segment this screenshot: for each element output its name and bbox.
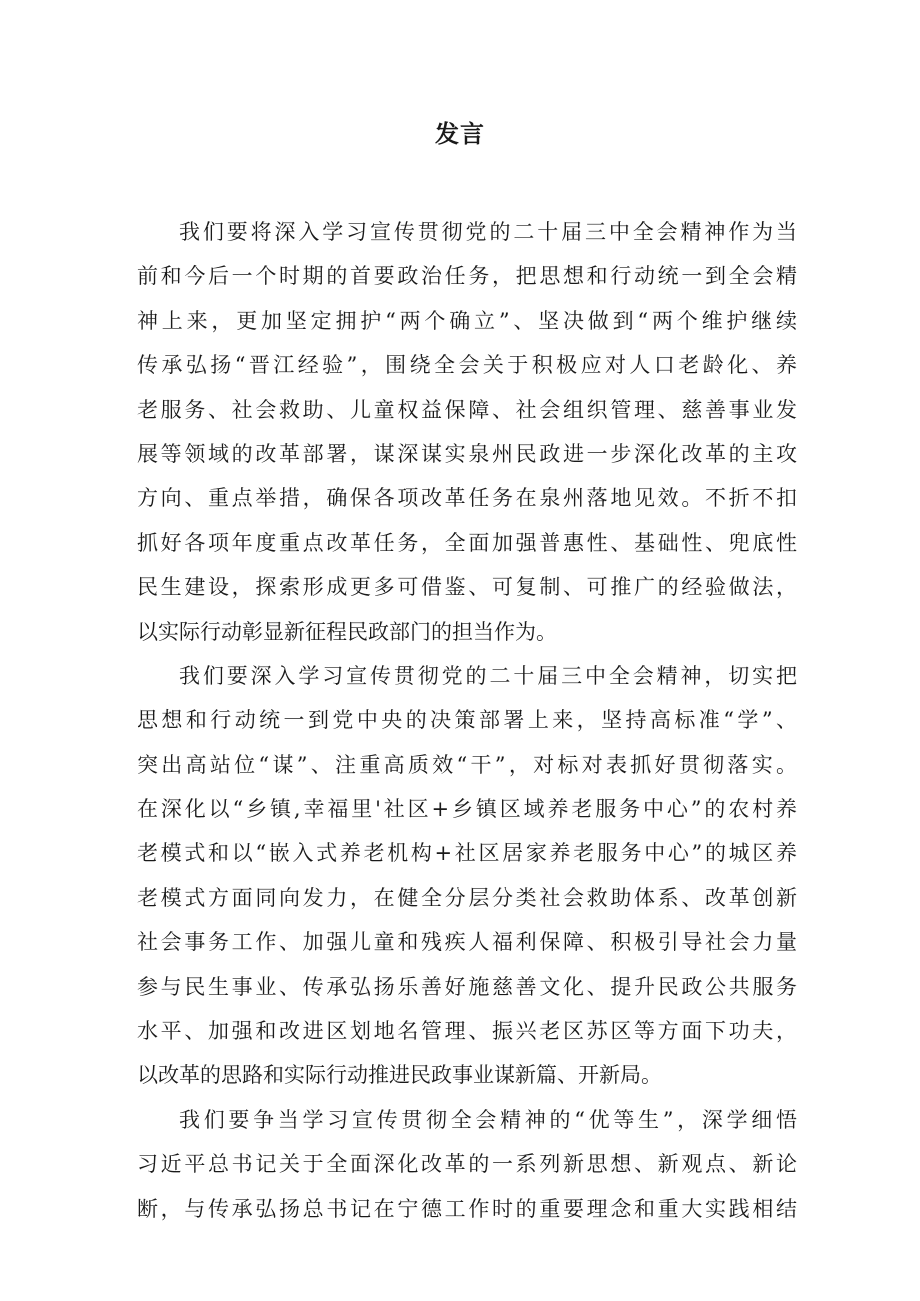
text-line: 我们要深入学习宣传贯彻党的二十届三中全会精神，切实把 — [179, 663, 797, 688]
text-line: 抓好各项年度重点改革任务，全面加强普惠性、基础性、兜底性 — [137, 530, 797, 555]
text-line: 断，与传承弘扬总书记在宁德工作时的重要理念和重大实践相结 — [137, 1196, 797, 1221]
text-line: 水平、加强和改进区划地名管理、振兴老区苏区等方面下功夫， — [137, 1019, 797, 1044]
text-line: 老模式和以“嵌入式养老机构+社区居家养老服务中心”的城区养 — [137, 841, 797, 866]
text-line: 我们要将深入学习宣传贯彻党的二十届三中全会精神作为当 — [179, 220, 797, 244]
text-line: 在深化以“乡镇,幸福里'社区+乡镇区域养老服务中心”的农村养 — [137, 797, 797, 822]
text-line: 神上来，更加坚定拥护“两个确立”、坚决做到“两个维护继续 — [137, 308, 797, 333]
body-text — [137, 210, 797, 1231]
text-line: 方向、重点举措，确保各项改革任务在泉州落地见效。不折不扣 — [137, 486, 797, 511]
text-line: 老服务、社会救助、儿童权益保障、社会组织管理、慈善事业发 — [137, 397, 797, 422]
text-line: 习近平总书记关于全面深化改革的一系列新思想、新观点、新论 — [137, 1152, 797, 1177]
text-line: 突出高站位“谋”、注重高质效“干”，对标对表抓好贯彻落实。 — [137, 752, 797, 777]
text-line: 以实际行动彰显新征程民政部门的担当作为。 — [137, 619, 557, 644]
text-line: 参与民生事业、传承弘扬乐善好施慈善文化、提升民政公共服务 — [137, 974, 797, 999]
text-line: 社会事务工作、加强儿童和残疾人福利保障、积极引导社会力量 — [137, 930, 797, 955]
text-line: 传承弘扬“晋江经验”，围绕全会关于积极应对人口老龄化、养 — [137, 353, 797, 378]
text-line: 展等领域的改革部署，谋深谋实泉州民政进一步深化改革的主攻 — [137, 441, 797, 466]
text-line: 民生建设，探索形成更多可借鉴、可复制、可推广的经验做法， — [137, 575, 797, 600]
text-line: 前和今后一个时期的首要政治任务，把思想和行动统一到全会精 — [137, 264, 797, 289]
text-line: 思想和行动统一到党中央的决策部署上来，坚持高标准“学”、 — [137, 708, 797, 733]
text-line: 以改革的思路和实际行动推进民政事业谋新篇、开新局。 — [137, 1063, 662, 1088]
text-line: 我们要争当学习宣传贯彻全会精神的“优等生”，深学细悟 — [179, 1107, 797, 1132]
page-title: 发言 — [435, 120, 485, 148]
text-line: 老模式方面同向发力，在健全分层分类社会救助体系、改革创新 — [137, 885, 797, 910]
